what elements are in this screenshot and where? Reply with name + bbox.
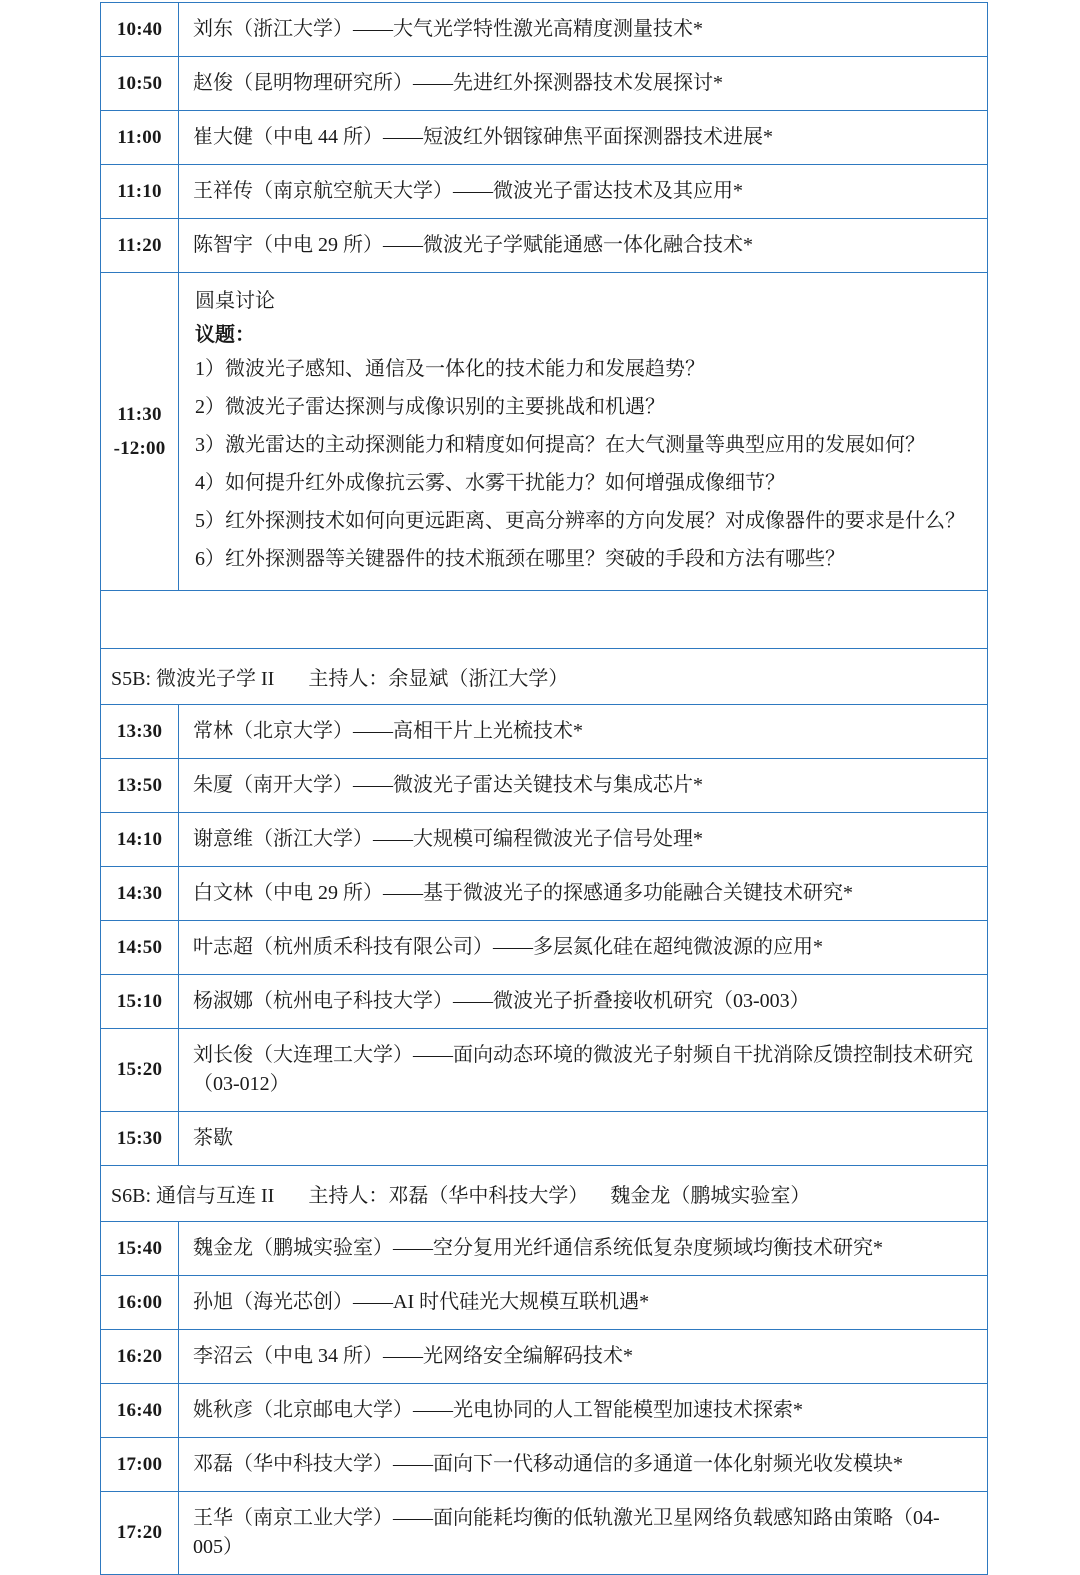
table-row (101, 1438, 988, 1492)
talk-time: 16:00 (101, 1276, 179, 1330)
talk-title: 崔大健（中电 44 所）——短波红外铟镓砷焦平面探测器技术进展* (179, 111, 988, 165)
table-row (101, 1384, 988, 1438)
roundtable-time-end: -12:00 (113, 437, 166, 459)
talk-time: 15:10 (101, 975, 179, 1029)
talk-time: 15:40 (101, 1222, 179, 1276)
talk-time: 11:10 (101, 165, 179, 219)
list-item: 6）红外探测器等关键器件的技术瓶颈在哪里？突破的手段和方法有哪些？ (195, 548, 845, 570)
session-code: S5B: 微波光子学 II (111, 668, 275, 690)
talk-time: 17:00 (101, 1438, 179, 1492)
talk-title: 杨淑娜（杭州电子科技大学）——微波光子折叠接收机研究（03-003） (179, 975, 988, 1029)
talk-title: 谢意维（浙江大学）——大规模可编程微波光子信号处理* (179, 813, 988, 867)
table-row (101, 165, 988, 219)
day-band-label: 5 月 26 日下午 (101, 591, 988, 649)
chair-label: 主持人： (308, 1185, 389, 1207)
session-code: S6B: 通信与互连 II (111, 1185, 275, 1207)
session-header-row-s5b (101, 649, 988, 705)
talk-time: 14:10 (101, 813, 179, 867)
talk-time: 13:50 (101, 759, 179, 813)
talk-time: 16:40 (101, 1384, 179, 1438)
talk-title: 王祥传（南京航空航天大学）——微波光子雷达技术及其应用* (179, 165, 988, 219)
table-row (101, 1112, 988, 1166)
table-row (101, 921, 988, 975)
list-item: 2）微波光子雷达探测与成像识别的主要挑战和机遇？ (195, 396, 665, 418)
talk-title: 刘东（浙江大学）——大气光学特性激光高精度测量技术* (179, 3, 988, 57)
table-row (101, 111, 988, 165)
table-row (101, 1492, 988, 1575)
talk-title: 姚秋彦（北京邮电大学）——光电协同的人工智能模型加速技术探索* (179, 1384, 988, 1438)
talk-title: 李沼云（中电 34 所）——光网络安全编解码技术* (179, 1330, 988, 1384)
talk-time: 13:30 (101, 705, 179, 759)
talk-title: 魏金龙（鹏城实验室）——空分复用光纤通信系统低复杂度频域均衡技术研究* (179, 1222, 988, 1276)
talk-title: 陈智宇（中电 29 所）——微波光子学赋能通感一体化融合技术* (179, 219, 988, 273)
roundtable-time-start: 11:30 (117, 404, 162, 426)
table-row (101, 975, 988, 1029)
table-row (101, 813, 988, 867)
talk-title: 赵俊（昆明物理研究所）——先进红外探测器技术发展探讨* (179, 57, 988, 111)
roundtable-row (101, 273, 988, 591)
roundtable-subtitle: 议题： (195, 324, 255, 346)
table-row (101, 705, 988, 759)
list-item: 1）微波光子感知、通信及一体化的技术能力和发展趋势？ (195, 358, 705, 380)
talk-title: 王华（南京工业大学）——面向能耗均衡的低轨激光卫星网络负载感知路由策略（04-005） (179, 1492, 988, 1575)
list-item: 4）如何提升红外成像抗云雾、水雾干扰能力？如何增强成像细节？ (195, 472, 785, 494)
talk-time: 10:40 (101, 3, 179, 57)
talk-title: 刘长俊（大连理工大学）——面向动态环境的微波光子射频自干扰消除反馈控制技术研究（03-012） (179, 1029, 988, 1112)
chair-name-2: 魏金龙（鹏城实验室） (610, 1185, 811, 1207)
day-band-row (101, 591, 988, 649)
talk-time: 11:00 (101, 111, 179, 165)
table-row (101, 867, 988, 921)
talk-title: 常林（北京大学）——高相干片上光梳技术* (179, 705, 988, 759)
talk-title: 邓磊（华中科技大学）——面向下一代移动通信的多通道一体化射频光收发模块* (179, 1438, 988, 1492)
session-header-s5b (101, 649, 988, 705)
table-row (101, 219, 988, 273)
roundtable-title: 圆桌讨论 (195, 290, 275, 312)
talk-time: 14:30 (101, 867, 179, 921)
talk-time: 10:50 (101, 57, 179, 111)
conference-agenda-table (100, 2, 988, 1575)
talk-title: 叶志超（杭州质禾科技有限公司）——多层氮化硅在超纯微波源的应用* (179, 921, 988, 975)
chair-names: 余显斌（浙江大学） (388, 668, 569, 690)
table-row (101, 1276, 988, 1330)
chair-label: 主持人： (308, 668, 389, 690)
list-item: 5）红外探测技术如何向更远距离、更高分辨率的方向发展？对成像器件的要求是什么？ (195, 510, 965, 532)
table-row (101, 1222, 988, 1276)
table-row (101, 759, 988, 813)
table-row (101, 1330, 988, 1384)
talk-title: 朱厦（南开大学）——微波光子雷达关键技术与集成芯片* (179, 759, 988, 813)
session-header-row-s6b (101, 1166, 988, 1222)
talk-time: 11:20 (101, 219, 179, 273)
talk-time: 17:20 (101, 1492, 179, 1575)
session-header-s6b (101, 1166, 988, 1222)
chair-name-1: 邓磊（华中科技大学） (388, 1185, 589, 1207)
talk-time: 16:20 (101, 1330, 179, 1384)
talk-time: 15:30 (101, 1112, 179, 1166)
roundtable-content (179, 273, 988, 591)
table-row (101, 3, 988, 57)
list-item: 3）激光雷达的主动探测能力和精度如何提高？在大气测量等典型应用的发展如何？ (195, 434, 925, 456)
talk-title: 孙旭（海光芯创）——AI 时代硅光大规模互联机遇* (179, 1276, 988, 1330)
roundtable-time (101, 273, 179, 591)
talk-title: 茶歇 (179, 1112, 988, 1166)
agenda-body (101, 3, 988, 1575)
roundtable-topic-list (193, 357, 973, 572)
talk-time: 14:50 (101, 921, 179, 975)
talk-title: 白文林（中电 29 所）——基于微波光子的探感通多功能融合关键技术研究* (179, 867, 988, 921)
table-row (101, 57, 988, 111)
talk-time: 15:20 (101, 1029, 179, 1112)
table-row (101, 1029, 988, 1112)
